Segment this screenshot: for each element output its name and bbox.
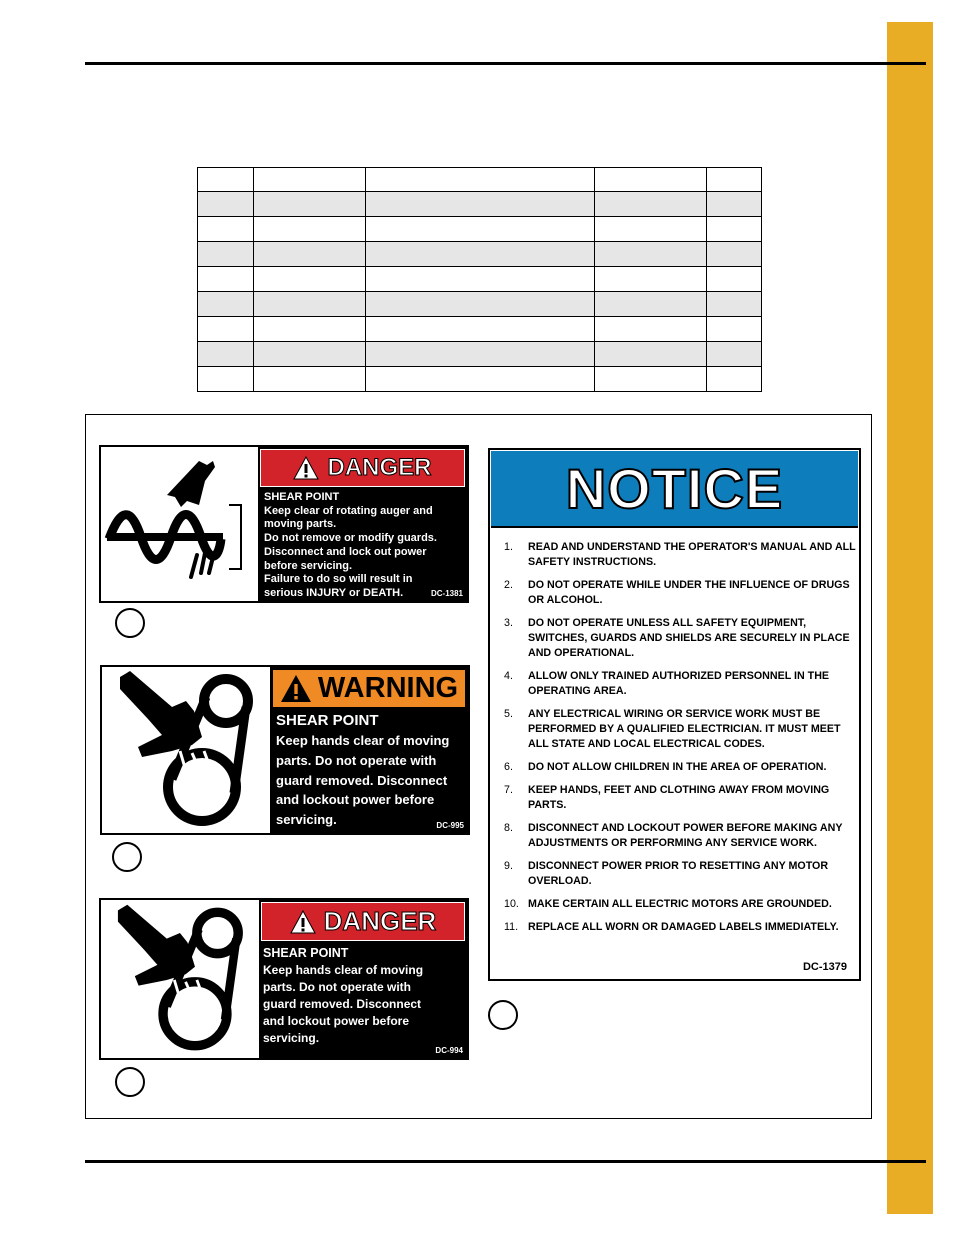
notice-item: 10. MAKE CERTAIN ALL ELECTRIC MOTORS ARE GROUNDED. xyxy=(504,898,832,910)
notice-item: 7. KEEP HANDS, FEET AND CLOTHING AWAY FROM MOVING PARTS. xyxy=(504,784,830,811)
notice-item: 8. DISCONNECT AND LOCKOUT POWER BEFORE MAKING ANY ADJUSTMENTS OR PERFORMING ANY SERVICE WORK. xyxy=(504,822,843,849)
decal-line: and lockout power before xyxy=(276,792,435,808)
decal-header: DANGER xyxy=(323,906,437,936)
callout-circle xyxy=(115,608,145,638)
notice-header: NOTICE xyxy=(491,451,858,528)
danger-belt-decal xyxy=(99,898,469,1060)
decal-line: SHEAR POINT xyxy=(264,491,340,503)
decal-header: DANGER xyxy=(327,454,432,481)
notice-item: 4. ALLOW ONLY TRAINED AUTHORIZED PERSONNEL IN THE OPERATING AREA. xyxy=(504,670,830,697)
danger-auger-decal xyxy=(99,445,469,603)
section-tab xyxy=(887,22,933,1214)
notice-item: 3. DO NOT OPERATE UNLESS ALL SAFETY EQUIPMENT, SWITCHES, GUARDS AND SHIELDS ARE SECURELY IN PLACE AND OPERATIONAL. xyxy=(504,617,850,659)
notice-item: 5. ANY ELECTRICAL WIRING OR SERVICE WORK MUST BE PERFORMED BY A QUALIFIED ELECTRICIAN. IT MUST MEET ALL STATE AND LOCAL ELECTRICAL CODES. xyxy=(504,708,841,750)
callout-circle xyxy=(115,1067,145,1097)
table-row xyxy=(198,242,762,267)
decal-line: Keep hands clear of moving xyxy=(276,733,450,748)
notice-item: 1. READ AND UNDERSTAND THE OPERATOR'S MANUAL AND ALL SAFETY INSTRUCTIONS. xyxy=(504,541,856,568)
decal-line: before servicing. xyxy=(264,559,353,572)
callout-circle xyxy=(112,842,142,872)
decal-line: Disconnect and lock out power xyxy=(264,545,427,558)
auger-hand-icon xyxy=(101,447,260,601)
decal-line: Do not remove or modify guards. xyxy=(264,532,437,545)
callout-circle xyxy=(488,1000,518,1030)
table-row xyxy=(198,367,762,392)
warning-triangle-icon xyxy=(293,456,319,480)
decal-line: guard removed. Disconnect xyxy=(276,772,448,788)
decal-code: DC-994 xyxy=(435,1046,463,1055)
decal-line: guard removed. Disconnect xyxy=(263,997,422,1011)
table-row xyxy=(198,342,762,367)
notice-item: 9. DISCONNECT POWER PRIOR TO RESETTING ANY MOTOR OVERLOAD. xyxy=(504,860,829,887)
decal-line: servicing. xyxy=(263,1031,320,1045)
decal-title: SHEAR POINT xyxy=(263,946,349,960)
decal-line: Keep hands clear of moving xyxy=(263,963,424,977)
table-row xyxy=(198,292,762,317)
decal-line: and lockout power before xyxy=(263,1014,410,1028)
table-row xyxy=(198,267,762,292)
belt-hand-icon xyxy=(101,900,261,1058)
notice-item: 11. REPLACE ALL WORN OR DAMAGED LABELS IMMEDIATELY. xyxy=(504,921,839,933)
header-rule xyxy=(85,62,926,65)
belt-hand-icon xyxy=(102,667,272,833)
decal-line: parts. Do not operate with xyxy=(263,980,412,994)
decal-line: moving parts. xyxy=(264,518,337,531)
decal-code: DC-1381 xyxy=(430,589,463,598)
decal-line: Failure to do so will result in xyxy=(264,573,413,586)
decal-title: SHEAR POINT xyxy=(276,712,379,729)
notice-list xyxy=(504,540,856,943)
notice-decal xyxy=(488,448,861,981)
notice-item: 2. DO NOT OPERATE WHILE UNDER THE INFLUENCE OF DRUGS OR ALCOHOL. xyxy=(504,579,850,606)
footer-rule xyxy=(85,1160,926,1163)
parts-table xyxy=(197,167,762,392)
notice-item: 6. DO NOT ALLOW CHILDREN IN THE AREA OF OPERATION. xyxy=(504,761,827,773)
decal-line: servicing. xyxy=(276,812,337,828)
warning-triangle-icon xyxy=(290,910,316,934)
decal-code: DC-1379 xyxy=(802,961,847,973)
decal-line: serious INJURY or DEATH. xyxy=(264,586,404,599)
table-row xyxy=(198,192,762,217)
decal-line: parts. Do not operate with xyxy=(276,752,437,768)
warning-triangle-icon xyxy=(280,674,312,703)
table-header-row xyxy=(198,168,762,192)
warning-belt-decal xyxy=(100,665,470,835)
table-row xyxy=(198,317,762,342)
table-row xyxy=(198,217,762,242)
decal-code: DC-995 xyxy=(436,821,464,830)
decal-header: WARNING xyxy=(317,672,459,704)
decal-line: Keep clear of rotating auger and xyxy=(264,504,433,517)
